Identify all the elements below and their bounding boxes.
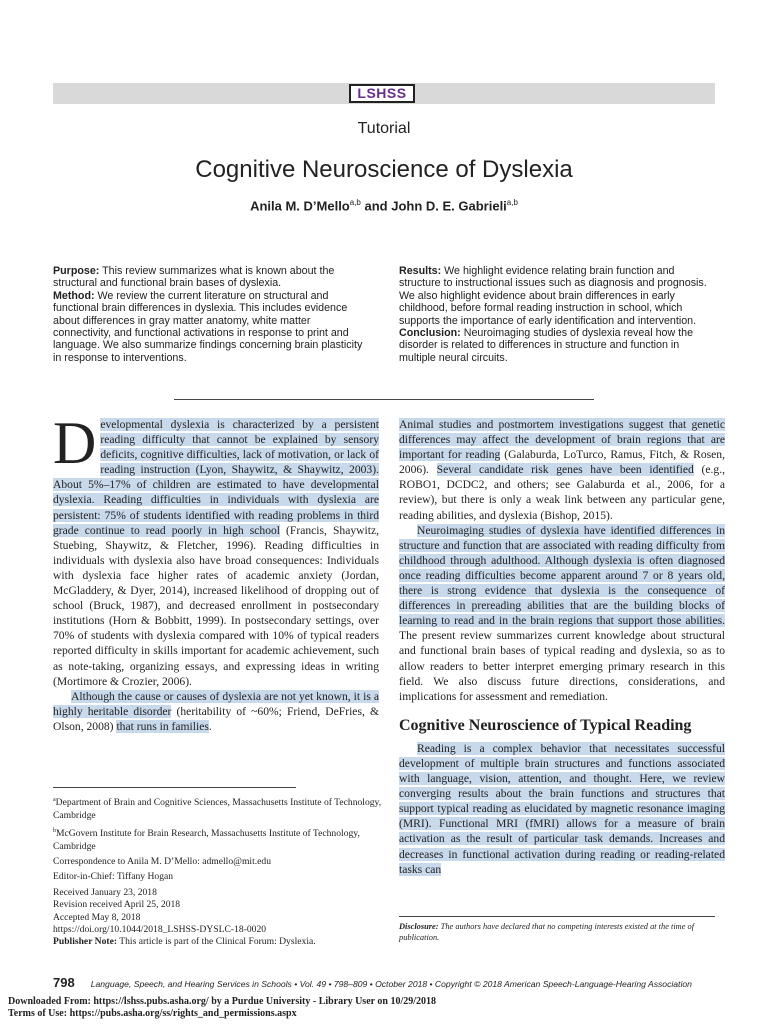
- author-name: John D. E. Gabrieli: [391, 198, 507, 214]
- body-column-left: [53, 410, 380, 734]
- publisher-note-text: This article is part of the Clinical Forum: Dyslexia.: [117, 936, 316, 948]
- disclosure: [399, 922, 719, 943]
- doi-link[interactable]: https://doi.org/10.1044/2018_LSHSS-DYSLC-18-0020: [53, 924, 267, 936]
- highlighted-text: evelopmental dyslexia is characterized by a persistent reading difficulty that cannot be explained by sensory deficits, cognitive difficulties, lack of motivation, or lack of reading instruction (Lyon, Shaywitz, & Shaywitz, 2003). About 5%–17% of children are estimated to have developmental dyslexia. Reading difficulties in individuals with dyslexia are persistent: 75% of students identified with reading problems in third grade continue to read poorly in high school: [53, 418, 379, 537]
- results-text: We highlight evidence relating brain function and structure to instructional issues such as diagnosis and prognosis. We also highlight evidence about brain differences in early childhood, before formal reading instruction in school, which supports the importance of early identification and intervention.: [399, 265, 707, 327]
- revision-date: Revision received April 25, 2018: [53, 899, 181, 911]
- body-text: (Francis, Shaywitz, Stuebing, Shaywitz, & Fletcher, 1996). Reading difficulties in individuals with dyslexia also have broad consequences: Individuals with dyslexia face higher rates of academic anxiety (Jordan, McGladdery, & Dyer, 2014), increased likelihood of dropping out of school (Bruck, 1987), and decreased enrollment in postsecondary institutions (Horn & Bobbitt, 1999). In postsecondary settings, over 70% of students with dyslexia compared with 10% of typical readers reported difficulty in skills important for academic achievement, such as note-taking, organizing essays, and expressing ideas in writing (Mortimore & Crozier, 2006).: [53, 523, 380, 688]
- abstract-divider: [174, 399, 594, 400]
- conclusion-label: Conclusion:: [399, 327, 461, 340]
- author-line: [0, 198, 768, 213]
- author-affiliation-mark: a,b: [506, 198, 518, 207]
- download-line: Downloaded From: https://lshss.pubs.asha.org/ by a Purdue University - Library User on 10/29/2018: [8, 996, 437, 1007]
- terms-line: Terms of Use: https://pubs.asha.org/ss/rights_and_permissions.aspx: [8, 1007, 297, 1019]
- download-notice: [8, 996, 436, 1019]
- received-date: Received January 23, 2018: [53, 886, 157, 898]
- highlighted-text: Several candidate risk genes have been identified: [436, 463, 694, 477]
- highlighted-text: Neuroimaging studies of dyslexia have identified differences in structure and function that are associated with reading difficulty from childhood through adulthood. Although dyslexia is often diagnosed once reading difficulties become apparent around 7 or 8 years old, there is strong evidence that dyslexia is the consequence of differences in prereading abilities that are the building blocks of learning to read and in the brain regions that support those abilities.: [399, 523, 725, 628]
- method-label: Method:: [53, 289, 95, 302]
- article-type: Tutorial: [357, 120, 411, 137]
- abstract-left: [53, 265, 363, 364]
- affiliation-mark: b: [53, 828, 56, 834]
- correspondence: Correspondence to Anila M. D’Mello: admello@mit.edu: [53, 856, 271, 867]
- article-title: Cognitive Neuroscience of Dyslexia: [195, 156, 573, 183]
- purpose-label: Purpose:: [53, 265, 100, 277]
- author-affiliation-mark: a,b: [349, 198, 361, 207]
- author-name: Anila M. D’Mello: [250, 198, 350, 214]
- page-number: 798: [53, 975, 75, 990]
- journal-citation: Language, Speech, and Hearing Services in Schools • Vol. 49 • 798–809 • October 2018 • Copyright © 2018 American Speech-Language-Hearing Association: [90, 979, 692, 989]
- page-footer: [53, 975, 723, 990]
- conclusion-text: Neuroimaging studies of dyslexia reveal how the disorder is related to differences in structure and function in multiple neural circuits.: [399, 327, 694, 364]
- body-text: .: [208, 719, 212, 733]
- editor-in-chief: Editor-in-Chief: Tiffany Hogan: [53, 871, 174, 883]
- section-heading: Cognitive Neuroscience of Typical Reading: [399, 716, 692, 734]
- affiliation-mark: a: [53, 797, 56, 803]
- disclosure-divider: [399, 916, 715, 917]
- journal-badge: LSHSS: [349, 84, 415, 103]
- body-text: (heritability of ~60%; Friend, DeFries, & Olson, 2008): [53, 704, 379, 733]
- results-label: Results:: [399, 265, 442, 277]
- affiliation-a: Department of Brain and Cognitive Sciences, Massachusetts Institute of Technology, Cambridge: [53, 797, 382, 821]
- footnotes: [53, 794, 383, 949]
- footnote-divider: [53, 787, 296, 788]
- highlighted-text: Animal studies and postmortem investigations suggest that genetic differences may affect the development of brain regions that are important for reading: [399, 418, 725, 462]
- accepted-date: Accepted May 8, 2018: [53, 911, 141, 923]
- publisher-note-label: Publisher Note:: [53, 936, 118, 948]
- author-conjunction: and: [360, 198, 392, 214]
- highlighted-text: Although the cause or causes of dyslexia are not yet known, it is a highly heritable disorder: [53, 689, 379, 718]
- body-text: The present review summarizes current knowledge about structural and functional brain bases of typical reading and dyslexia, so as to allow readers to better interpret emerging primary research in this field. We also discuss future directions, considerations, and implications for assessment and remediation.: [399, 629, 725, 703]
- method-text: We review the current literature on structural and functional brain differences in dyslexia. This includes evidence about differences in gray matter anatomy, white matter connectivity, and functional activations in response to print and language. We also summarize findings concerning brain plasticity in response to interventions.: [53, 289, 363, 364]
- disclosure-text: The authors have declared that no competing interests existed at the time of publication.: [399, 922, 695, 942]
- disclosure-label: Disclosure:: [399, 922, 439, 931]
- affiliation-b: McGovern Institute for Brain Research, Massachusetts Institute of Technology, Cambridge: [53, 828, 360, 852]
- body-text: (Galaburda, LoTurco, Ramus, Fitch, & Rosen, 2006).: [399, 448, 725, 477]
- abstract-right: [399, 265, 709, 364]
- highlighted-text: Reading is a complex behavior that necessitates successful development of multiple brain structures and functions associated with language, vision, attention, and thought. Here, we review converging results about the brain functions and structures that support typical reading as elucidated by magnetic resonance imaging (MRI). Functional MRI (fMRI) allows for a measure of brain activation as the result of particular task demands. Increases and decreases in functional activation during reading or reading-related tasks can: [399, 741, 725, 876]
- highlighted-text: that runs in families: [116, 719, 209, 733]
- body-text: (e.g., ROBO1, DCDC2, and others; see Galaburda et al., 2006, for a review), but there is only a weak link between any particular gene, reading abilities, and dyslexia (Bishop, 2015).: [399, 463, 725, 522]
- body-column-right: [399, 417, 725, 877]
- purpose-text: This review summarizes what is known about the structural and functional brain bases of dyslexia.: [53, 265, 335, 290]
- drop-cap: D: [53, 410, 97, 476]
